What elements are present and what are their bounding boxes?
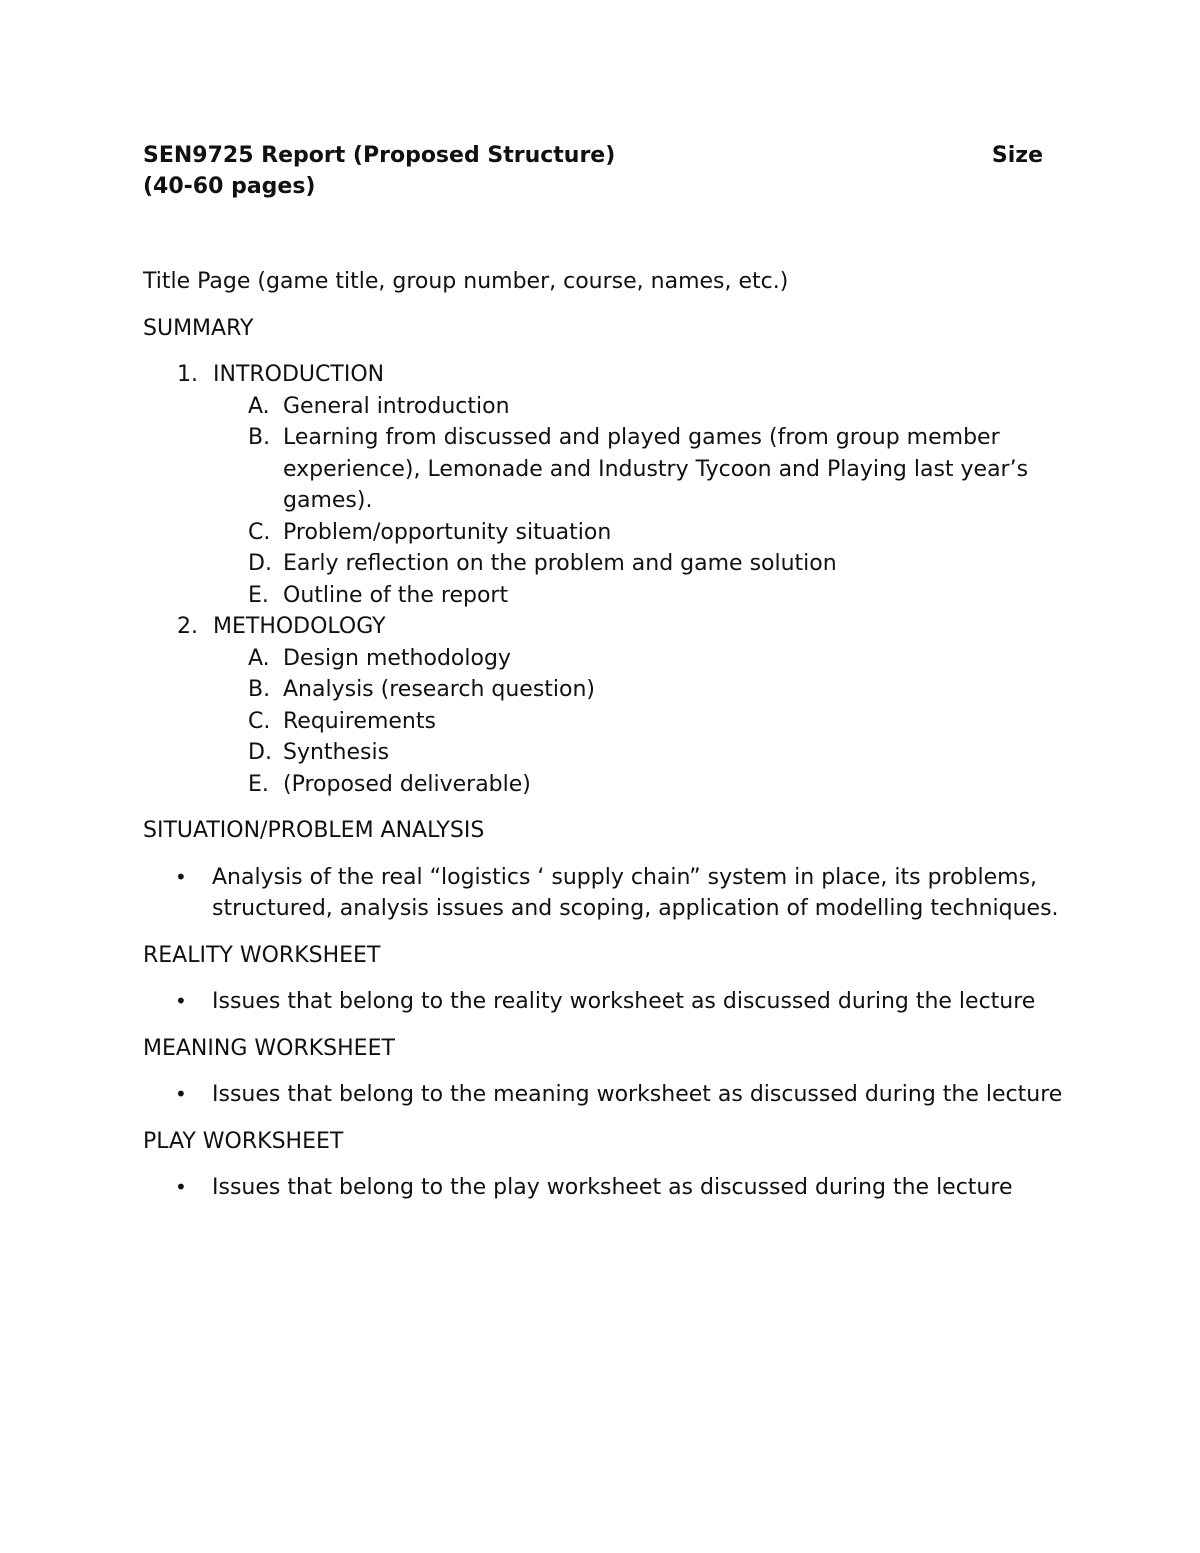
document-page-range: (40-60 pages) bbox=[143, 174, 316, 199]
bullet-icon: • bbox=[175, 989, 187, 1013]
item-letter: E. bbox=[248, 582, 269, 608]
list-item bbox=[213, 706, 1063, 738]
item-text: Problem/opportunity situation bbox=[283, 519, 612, 545]
situation-heading: SITUATION/PROBLEM ANALYSIS bbox=[143, 818, 485, 843]
item-text: General introduction bbox=[283, 393, 510, 419]
section-number: 2. bbox=[177, 614, 198, 639]
list-item bbox=[213, 391, 1063, 423]
item-letter: D. bbox=[248, 740, 272, 765]
list-item bbox=[213, 643, 1063, 675]
section-number: 1. bbox=[177, 362, 198, 387]
list-item bbox=[213, 580, 1063, 612]
section-introduction bbox=[143, 359, 1063, 611]
situation-bullets bbox=[143, 862, 1063, 925]
list-item bbox=[213, 769, 1063, 801]
item-letter: C. bbox=[248, 708, 271, 734]
list-item bbox=[213, 517, 1063, 549]
play-bullets bbox=[143, 1172, 1063, 1204]
item-letter: B. bbox=[248, 425, 271, 450]
reality-heading: REALITY WORKSHEET bbox=[143, 942, 381, 968]
item-text: Design methodology bbox=[283, 645, 511, 671]
section-label: METHODOLOGY bbox=[213, 614, 386, 639]
list-item bbox=[213, 674, 1063, 706]
situation-bullet-line1: Analysis of the real “logistics ‘ supply chain” system in place, its problems, bbox=[212, 864, 1038, 890]
document-size-label: Size bbox=[991, 143, 1043, 168]
list-item bbox=[213, 548, 1063, 580]
bullet-icon: • bbox=[175, 1175, 187, 1199]
list-item bbox=[143, 1172, 1063, 1204]
list-item bbox=[143, 862, 1063, 925]
item-text: (Proposed deliverable) bbox=[283, 771, 531, 797]
title-row bbox=[143, 140, 1043, 171]
list-item bbox=[143, 986, 1063, 1018]
methodology-subitems bbox=[213, 643, 1063, 801]
reality-bullet-text: Issues that belong to the reality worksheet as discussed during the lecture bbox=[212, 989, 1036, 1014]
numbered-section-list bbox=[143, 359, 1063, 800]
list-item bbox=[213, 422, 1063, 517]
section-label: INTRODUCTION bbox=[213, 362, 385, 387]
meaning-bullet-text: Issues that belong to the meaning worksheet as discussed during the lecture bbox=[212, 1082, 1063, 1107]
item-letter: D. bbox=[248, 551, 272, 576]
document-body bbox=[143, 266, 1063, 1219]
play-bullet-text: Issues that belong to the play worksheet as discussed during the lecture bbox=[212, 1175, 1013, 1200]
document-title: SEN9725 Report (Proposed Structure) bbox=[143, 143, 616, 168]
item-letter: A. bbox=[248, 645, 270, 671]
bullet-icon: • bbox=[175, 864, 187, 889]
list-item bbox=[213, 737, 1063, 769]
item-text: Learning from discussed and played games (from group member experience), Lemonade and Industry Tycoon and Playing last year’s games). bbox=[283, 425, 1029, 513]
summary-heading: SUMMARY bbox=[143, 315, 254, 341]
bullet-icon: • bbox=[175, 1082, 187, 1106]
situation-bullet-line2: structured, analysis issues and scoping, application of modelling techniques. bbox=[212, 896, 1059, 921]
reality-bullets bbox=[143, 986, 1063, 1018]
section-methodology bbox=[143, 611, 1063, 800]
item-text: Outline of the report bbox=[283, 582, 509, 608]
item-text: Requirements bbox=[283, 708, 436, 734]
item-text: Early reflection on the problem and game solution bbox=[283, 551, 837, 576]
item-letter: E. bbox=[248, 771, 269, 797]
title-page-line: Title Page (game title, group number, course, names, etc.) bbox=[143, 269, 789, 294]
item-letter: B. bbox=[248, 677, 271, 702]
item-letter: C. bbox=[248, 519, 271, 545]
document-title-block bbox=[143, 140, 1043, 202]
meaning-heading: MEANING WORKSHEET bbox=[143, 1035, 395, 1061]
item-text: Analysis (research question) bbox=[283, 677, 596, 702]
item-letter: A. bbox=[248, 393, 270, 419]
item-text: Synthesis bbox=[283, 740, 390, 765]
meaning-bullets bbox=[143, 1079, 1063, 1111]
list-item bbox=[143, 1079, 1063, 1111]
introduction-subitems bbox=[213, 391, 1063, 612]
play-heading: PLAY WORKSHEET bbox=[143, 1128, 344, 1154]
